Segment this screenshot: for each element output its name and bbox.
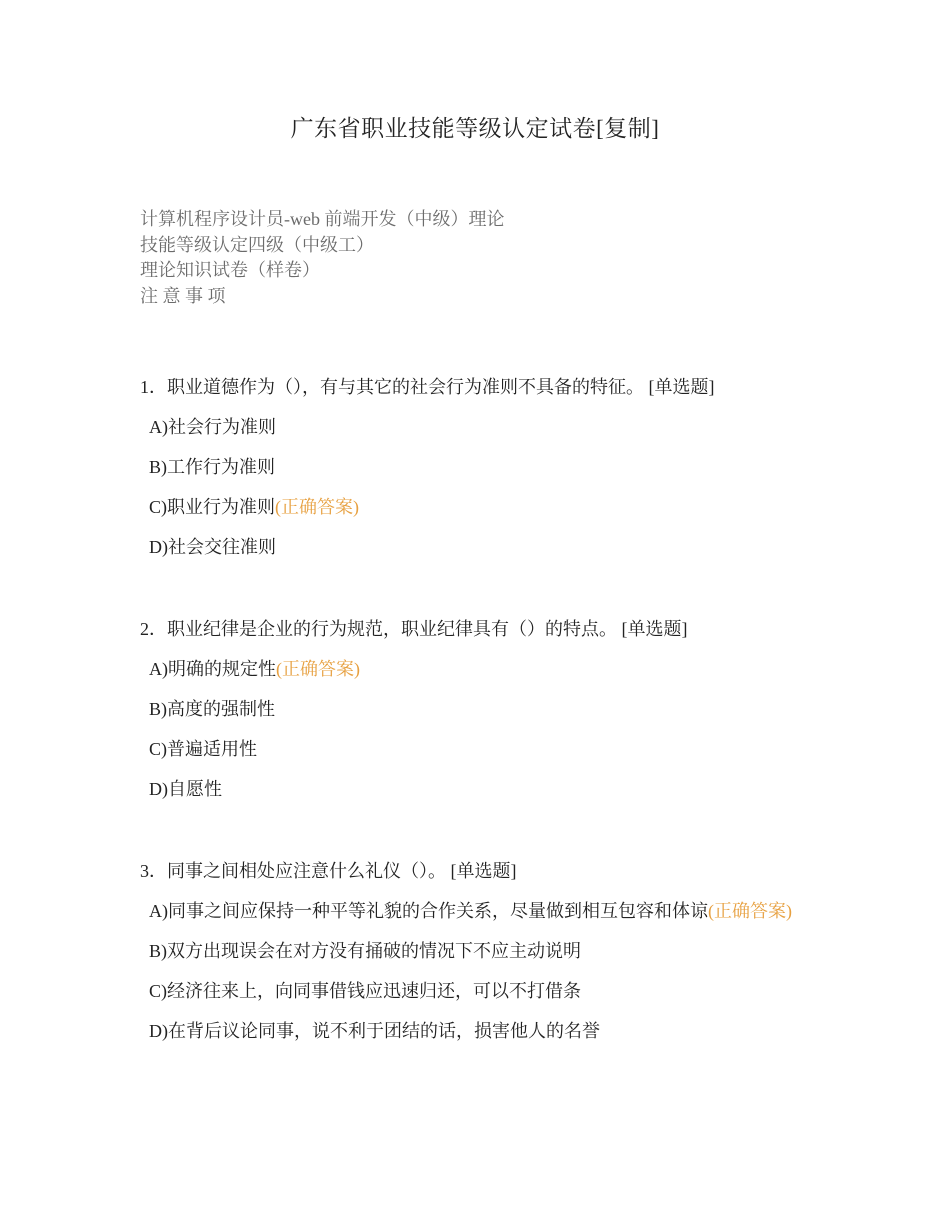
option-c[interactable]: [149, 495, 799, 519]
option-label: A): [149, 659, 168, 679]
intro-line: 计算机程序设计员-web 前端开发（中级）理论: [140, 209, 505, 229]
option-list: [140, 657, 799, 801]
question-stem: 3．同事之间相处应注意什么礼仪（）。 [单选题]: [140, 861, 517, 881]
option-label: D): [149, 779, 168, 799]
option-c[interactable]: [149, 979, 799, 1003]
option-label: B): [149, 457, 167, 477]
option-label: C): [149, 497, 167, 517]
question-type: [单选题]: [648, 377, 715, 397]
intro-line: 技能等级认定四级（中级工）: [140, 234, 374, 255]
option-text: 经济往来上，向同事借钱应迅速归还，可以不打借条: [167, 981, 581, 1001]
option-text: 高度的强制性: [167, 699, 275, 719]
option-text: 明确的规定性: [168, 659, 276, 679]
option-label: D): [149, 1021, 168, 1041]
option-b[interactable]: [149, 697, 799, 721]
question-stem: 1．职业道德作为（），有与其它的社会行为准则不具备的特征。 [单选题]: [140, 377, 715, 397]
question-type: [单选题]: [450, 861, 517, 881]
option-label: D): [149, 537, 168, 557]
question-text: 同事之间相处应注意什么礼仪（）。: [167, 861, 446, 881]
option-list: [140, 899, 799, 1043]
option-text: 社会交往准则: [168, 537, 276, 557]
question-number: 3: [140, 861, 149, 881]
option-list: [140, 415, 799, 559]
option-text: 职业行为准则: [167, 497, 275, 517]
intro-line: 注 意 事 项: [140, 285, 226, 306]
option-d[interactable]: [149, 777, 799, 801]
question-number: 2: [140, 619, 149, 639]
option-a[interactable]: [149, 657, 799, 681]
question-text: 职业道德作为（），有与其它的社会行为准则不具备的特征。: [167, 377, 644, 397]
option-b[interactable]: [149, 455, 799, 479]
option-label: A): [149, 901, 168, 921]
option-label: A): [149, 417, 168, 437]
option-d[interactable]: [149, 535, 799, 559]
option-label: B): [149, 941, 167, 961]
exam-intro: [140, 207, 820, 309]
option-a[interactable]: [149, 899, 799, 923]
question-type: [单选题]: [621, 619, 688, 639]
option-text: 自愿性: [168, 779, 222, 799]
correct-answer-tag: (正确答案): [708, 901, 792, 921]
option-label: B): [149, 699, 167, 719]
option-c[interactable]: [149, 737, 799, 761]
question-3: [140, 858, 820, 1059]
correct-answer-tag: (正确答案): [276, 659, 360, 679]
question-text: 职业纪律是企业的行为规范，职业纪律具有（）的特点。: [167, 619, 617, 639]
question-1: [140, 374, 820, 575]
page-title: 广东省职业技能等级认定试卷[复制]: [290, 116, 660, 141]
question-stem: 2．职业纪律是企业的行为规范，职业纪律具有（）的特点。 [单选题]: [140, 619, 688, 639]
option-text: 同事之间应保持一种平等礼貌的合作关系，尽量做到相互包容和体谅: [168, 901, 708, 921]
option-text: 在背后议论同事，说不利于团结的话，损害他人的名誉: [168, 1021, 600, 1041]
option-a[interactable]: [149, 415, 799, 439]
intro-line: 理论知识试卷（样卷）: [140, 260, 320, 280]
option-label: C): [149, 981, 167, 1001]
option-text: 工作行为准则: [167, 457, 275, 477]
option-text: 双方出现误会在对方没有捅破的情况下不应主动说明: [167, 941, 581, 961]
option-text: 普遍适用性: [167, 739, 257, 759]
option-text: 社会行为准则: [168, 417, 276, 437]
option-label: C): [149, 739, 167, 759]
option-b[interactable]: [149, 939, 799, 963]
question-2: [140, 616, 820, 817]
correct-answer-tag: (正确答案): [275, 497, 359, 517]
option-d[interactable]: [149, 1019, 799, 1043]
question-number: 1: [140, 377, 149, 397]
